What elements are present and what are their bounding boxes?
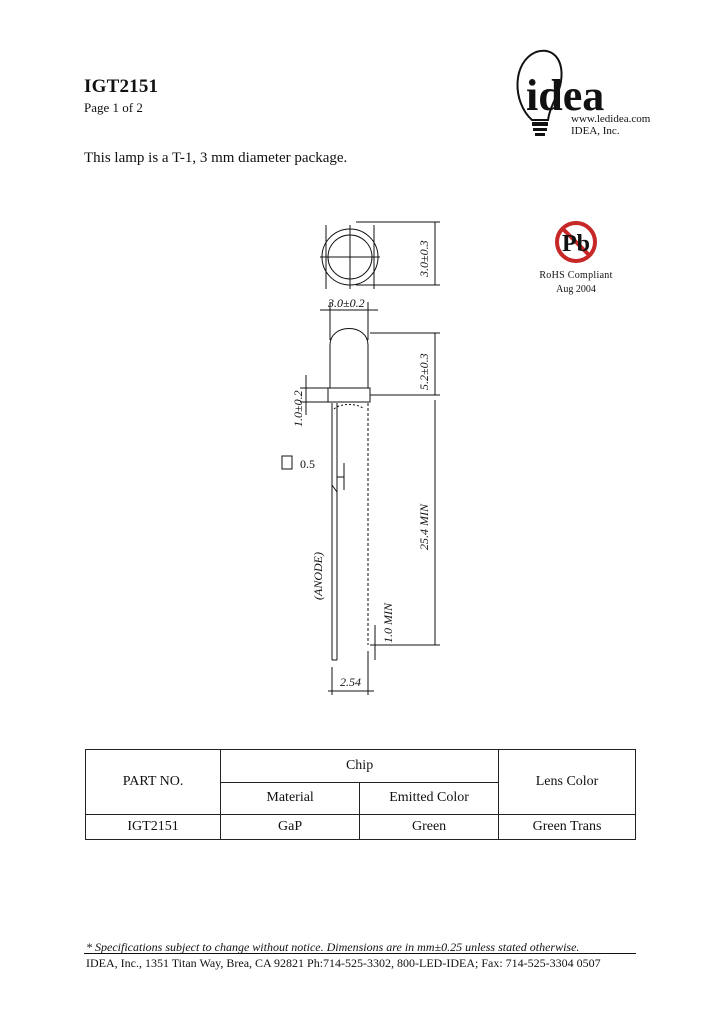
table-row [86, 815, 636, 840]
logo-url: www.ledidea.com [571, 113, 651, 125]
footnote: * Specifications subject to change without notice. Dimensions are in mm±0.25 unless stated otherwise. [86, 940, 580, 954]
led-dimension-drawing [270, 205, 470, 705]
footer-divider [84, 953, 636, 954]
dim-offset: 1.0 MIN [381, 603, 395, 643]
dim-pitch: 2.54 [340, 675, 361, 689]
header-lens-color: Lens Color [499, 750, 636, 815]
logo-company: IDEA, Inc. [571, 125, 620, 137]
dim-lens-height: 5.2±0.3 [417, 353, 431, 390]
logo-wordmark: idea [526, 71, 605, 120]
lens-outline [330, 329, 368, 389]
spec-table [85, 749, 636, 840]
dim-lead-length: 25.4 MIN [417, 504, 431, 550]
cell-part-no: IGT2151 [86, 815, 221, 840]
rohs-date: Aug 2004 [556, 284, 596, 295]
header-chip: Chip [221, 750, 499, 783]
anode-label: (ANODE) [311, 552, 325, 600]
lead-symbol: Pb [561, 231, 591, 257]
header-material: Material [221, 782, 360, 815]
dim-width: 3.0±0.2 [328, 296, 365, 310]
page-indicator: Page 1 of 2 [84, 100, 143, 115]
cell-lens-color: Green Trans [499, 815, 636, 840]
footer-address: IDEA, Inc., 1351 Titan Way, Brea, CA 92821 Ph:714-525-3302, 800-LED-IDEA; Fax: 714-525-3304 0507 [86, 956, 601, 970]
cell-material: GaP [221, 815, 360, 840]
header-part-no: PART NO. [86, 750, 221, 815]
package-description: This lamp is a T-1, 3 mm diameter package. [84, 150, 348, 166]
rohs-label: RoHS Compliant [539, 270, 613, 281]
dim-lead: 0.5 [300, 457, 315, 471]
dim-flange: 1.0±0.2 [291, 390, 305, 427]
no-lead-icon [550, 220, 602, 272]
dim-top-diameter: 3.0±0.3 [417, 240, 431, 277]
flange-outline [328, 388, 370, 402]
square-lead-icon [282, 456, 292, 469]
cell-emitted-color: Green [360, 815, 499, 840]
part-number-title: IGT2151 [84, 76, 159, 97]
header-emitted-color: Emitted Color [360, 782, 499, 815]
